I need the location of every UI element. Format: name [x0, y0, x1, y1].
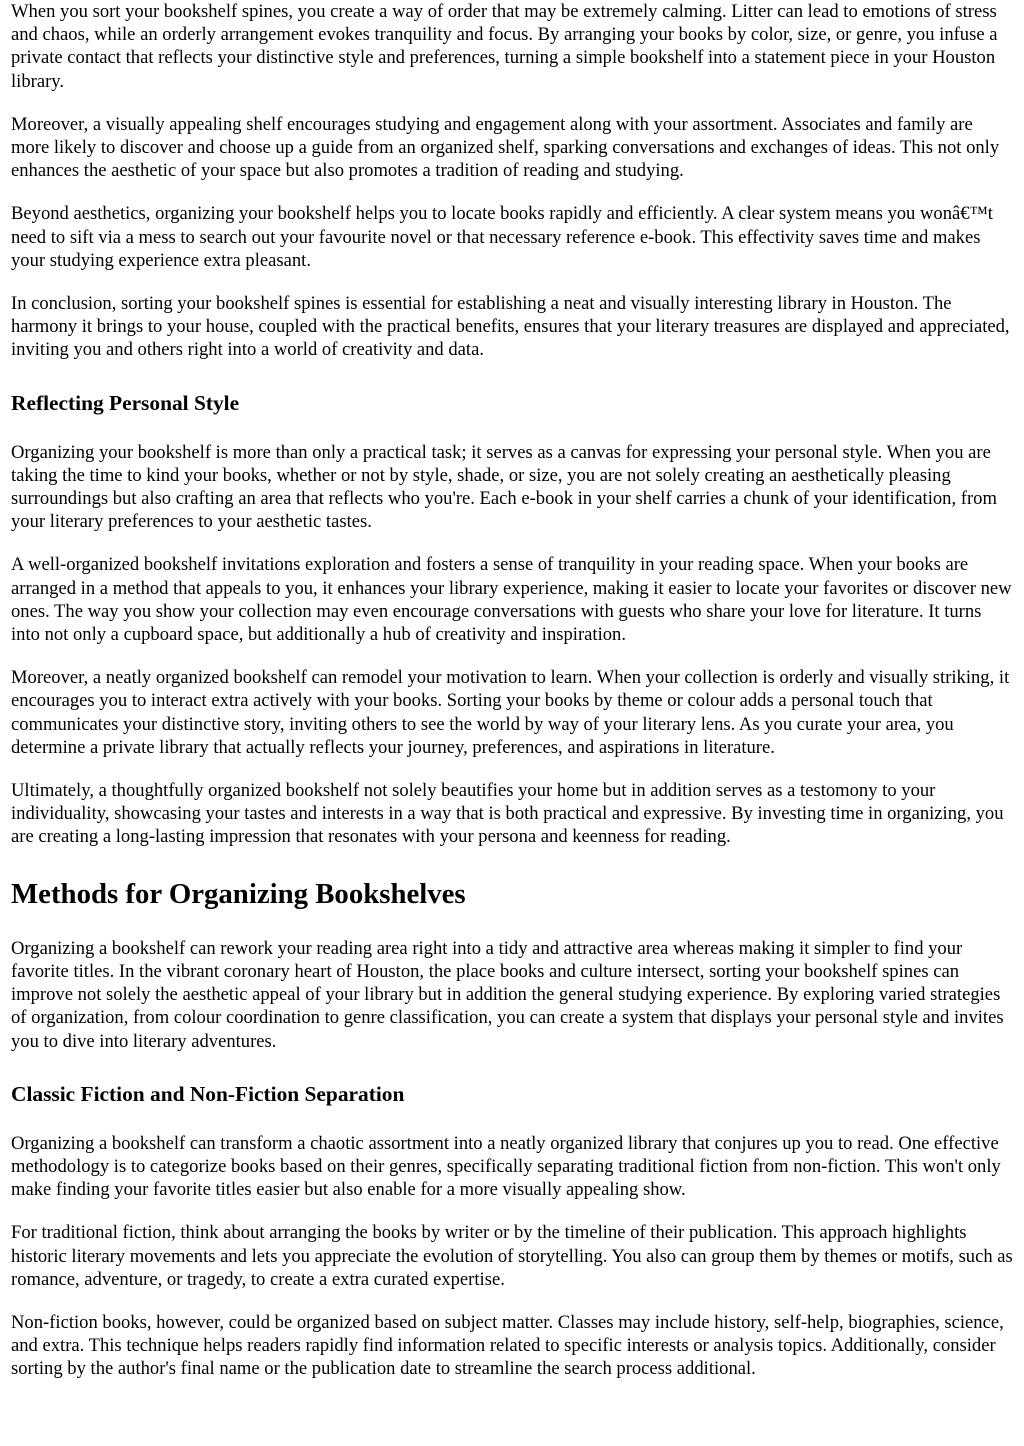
personal-style-paragraph-3: Moreover, a neatly organized bookshelf can remodel your motivation to learn. When your collection is orderly and visually striking, it encourages you to interact extra actively with your books. Sorting your books by theme or colour adds a personal touch that communicates your distinctive story, inviting others to see the world by way of your literary lens. As you curate your area, you determine a private library that actually reflects your journey, preferences, and aspirations in literature.: [11, 667, 1010, 758]
heading-reflecting-personal-style: Reflecting Personal Style: [11, 390, 240, 415]
intro-paragraph-3: Beyond aesthetics, organizing your bookshelf helps you to locate books rapidly and efficiently. A clear system means you wonâ€™t need to sift via a mess to search out your favourite novel or that necessary reference e-book. This effectivity saves time and makes your studying experience extra pleasant.: [11, 203, 993, 271]
personal-style-paragraph-1: Organizing your bookshelf is more than only a practical task; it serves as a canvas for expressing your personal style. When you are taking the time to kind your books, whether or not by style, shade, or size, you are not solely creating an aesthetically pleasing surroundings but also crafting an area that reflects who you're. Each e-book in your shelf carries a chunk of your identification, from your literary preferences to your aesthetic tastes.: [11, 441, 997, 533]
classic-paragraph-3: Non-fiction books, however, could be organized based on subject matter. Classes may include history, self-help, biographies, science, and extra. This technique helps readers rapidly find information related to specific interests or analysis topics. Additionally, consider sorting by the author's final name or the publication date to streamline the search process additional.: [11, 1311, 1004, 1380]
classic-paragraph-1: Organizing a bookshelf can transform a chaotic assortment into a neatly organized library that conjures up you to read. One effective methodology is to categorize books based on their genres, specifically separating traditional fiction from non-fiction. This won't only make finding your favorite titles easier but also enable for a more visually appealing show.: [11, 1132, 1001, 1201]
heading-methods-for-organizing: Methods for Organizing Bookshelves: [11, 877, 466, 910]
heading-classic-fiction-separation: Classic Fiction and Non-Fiction Separation: [11, 1081, 405, 1106]
intro-paragraph-1: When you sort your bookshelf spines, you create a way of order that may be extremely calming. Litter can lead to emotions of stress and chaos, while an orderly arrangement evokes tranquility and focus. By arranging your books by color, size, or genre, you infuse a private contact that reflects your distinctive style and preferences, turning a simple bookshelf into a statement piece in your Houston library.: [11, 1, 998, 92]
personal-style-paragraph-4: Ultimately, a thoughtfully organized bookshelf not solely beautifies your home but in addition serves as a testomony to your individuality, showcasing your tastes and interests in a way that is both practical and expressive. By investing time in organizing, you are creating a long-lasting impression that resonates with your persona and keenness for reading.: [11, 780, 1004, 848]
methods-paragraph: Organizing a bookshelf can rework your reading area right into a tidy and attractive area whereas making it simpler to find your favorite titles. In the vibrant coronary heart of Houston, the place books and culture intersect, sorting your bookshelf spines can improve not solely the aesthetic appeal of your library but in addition the general studying experience. By exploring varied strategies of organization, from colour coordination to genre classification, you can create a system that displays your personal style and invites you to dive into literary adventures.: [11, 937, 1004, 1052]
classic-paragraph-2: For traditional fiction, think about arranging the books by writer or by the timeline of their publication. This approach highlights historic literary movements and lets you appreciate the evolution of storytelling. You also can group them by themes or motifs, such as romance, adventure, or tragedy, to create a extra curated expertise.: [11, 1222, 1013, 1290]
intro-paragraph-2: Moreover, a visually appealing shelf encourages studying and engagement along with your assortment. Associates and family are more likely to discover and choose up a guide from an organized shelf, sparking conversations and exchanges of ideas. This not only enhances the aesthetic of your space but also promotes a tradition of reading and studying.: [11, 113, 1000, 182]
personal-style-paragraph-2: A well-organized bookshelf invitations exploration and fosters a sense of tranquility in your reading space. When your books are arranged in a method that appeals to you, it enhances your library experience, making it easier to locate your favorites or discover new ones. The way you show your collection may even encourage conversations with guests who share your love for literature. It turns into not only a cupboard space, but additionally a hub of creativity and inspiration.: [11, 554, 1012, 646]
intro-paragraph-4: In conclusion, sorting your bookshelf spines is essential for establishing a neat and visually interesting library in Houston. The harmony it brings to your house, coupled with the practical benefits, ensures that your literary treasures are displayed and appreciated, inviting you and others right into a world of creativity and data.: [11, 293, 1010, 361]
